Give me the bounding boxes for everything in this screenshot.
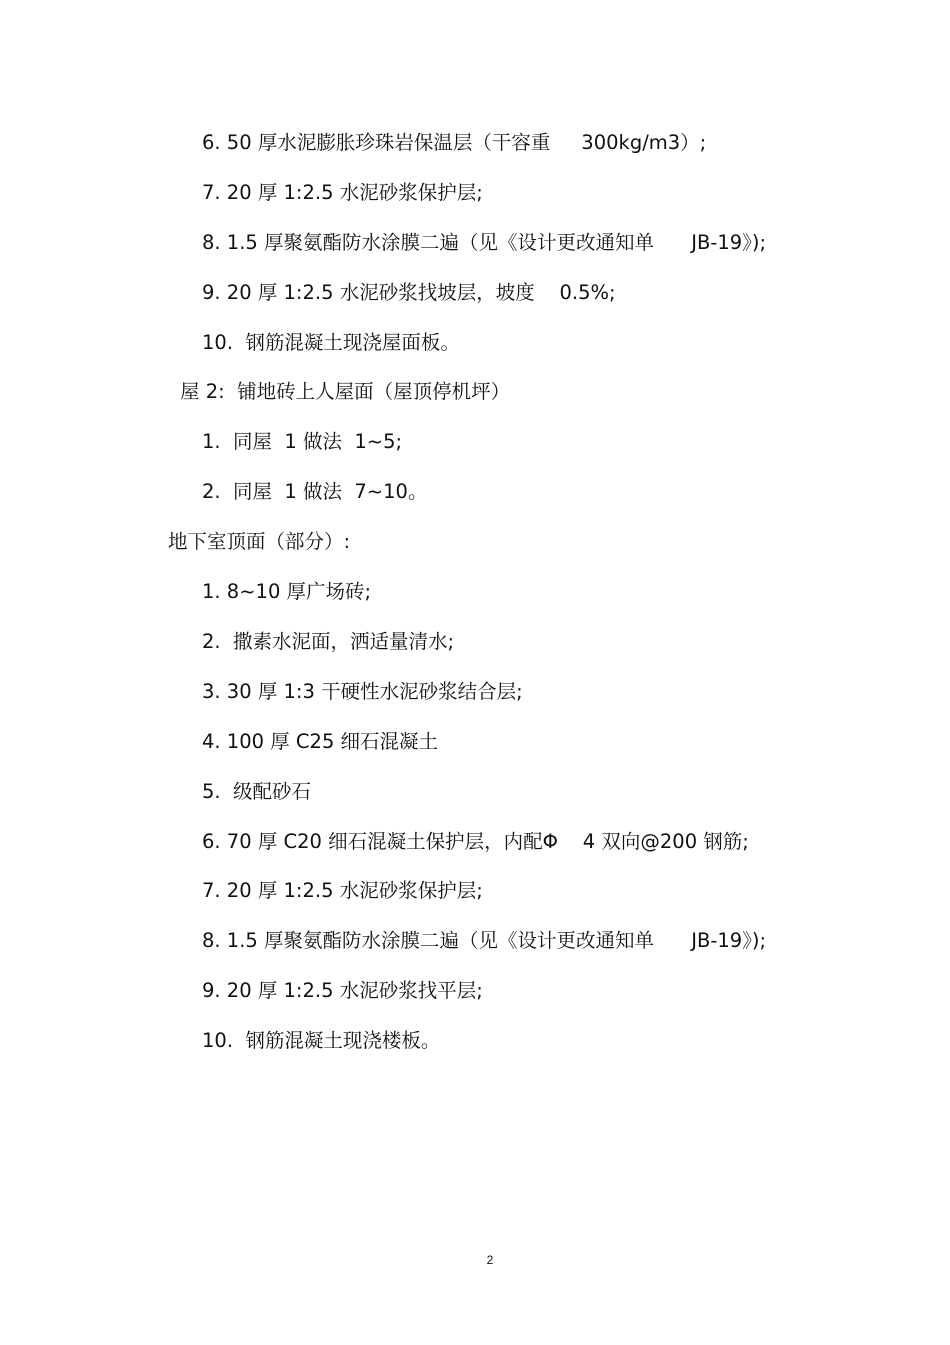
list-item: 4. 100 厚 C25 细石混凝土 <box>202 730 439 753</box>
list-item: 9. 20 厚 1:2.5 水泥砂浆找坡层，坡度 0.5%; <box>202 281 616 304</box>
list-item: 1. 8~10 厚广场砖; <box>202 580 372 603</box>
section-heading: 屋 2: 铺地砖上人屋面（屋顶停机坪） <box>180 380 511 403</box>
list-item: 6. 50 厚水泥膨胀珍珠岩保温层（干容重 300kg/m3）; <box>202 131 707 154</box>
list-item: 2. 同屋 1 做法 7~10。 <box>202 480 428 503</box>
list-item: 8. 1.5 厚聚氨酯防水涂膜二遍（见《设计更改通知单 JB-19》); <box>202 231 767 254</box>
page-number: 2 <box>486 1253 494 1267</box>
section-heading: 地下室顶面（部分）: <box>168 530 351 553</box>
list-item: 10. 钢筋混凝土现浇屋面板。 <box>202 331 460 354</box>
list-item: 1. 同屋 1 做法 1~5; <box>202 430 403 453</box>
list-item: 5. 级配砂石 <box>202 780 312 803</box>
list-item: 8. 1.5 厚聚氨酯防水涂膜二遍（见《设计更改通知单 JB-19》); <box>202 929 767 952</box>
list-item: 7. 20 厚 1:2.5 水泥砂浆保护层; <box>202 879 483 902</box>
list-item: 10. 钢筋混凝土现浇楼板。 <box>202 1029 441 1052</box>
list-item: 7. 20 厚 1:2.5 水泥砂浆保护层; <box>202 181 483 204</box>
list-item: 6. 70 厚 C20 细石混凝土保护层，内配Φ 4 双向@200 钢筋; <box>202 830 749 853</box>
list-item: 9. 20 厚 1:2.5 水泥砂浆找平层; <box>202 979 483 1002</box>
list-item: 2. 撒素水泥面，洒适量清水; <box>202 630 455 653</box>
list-item: 3. 30 厚 1:3 干硬性水泥砂浆结合层; <box>202 680 523 703</box>
